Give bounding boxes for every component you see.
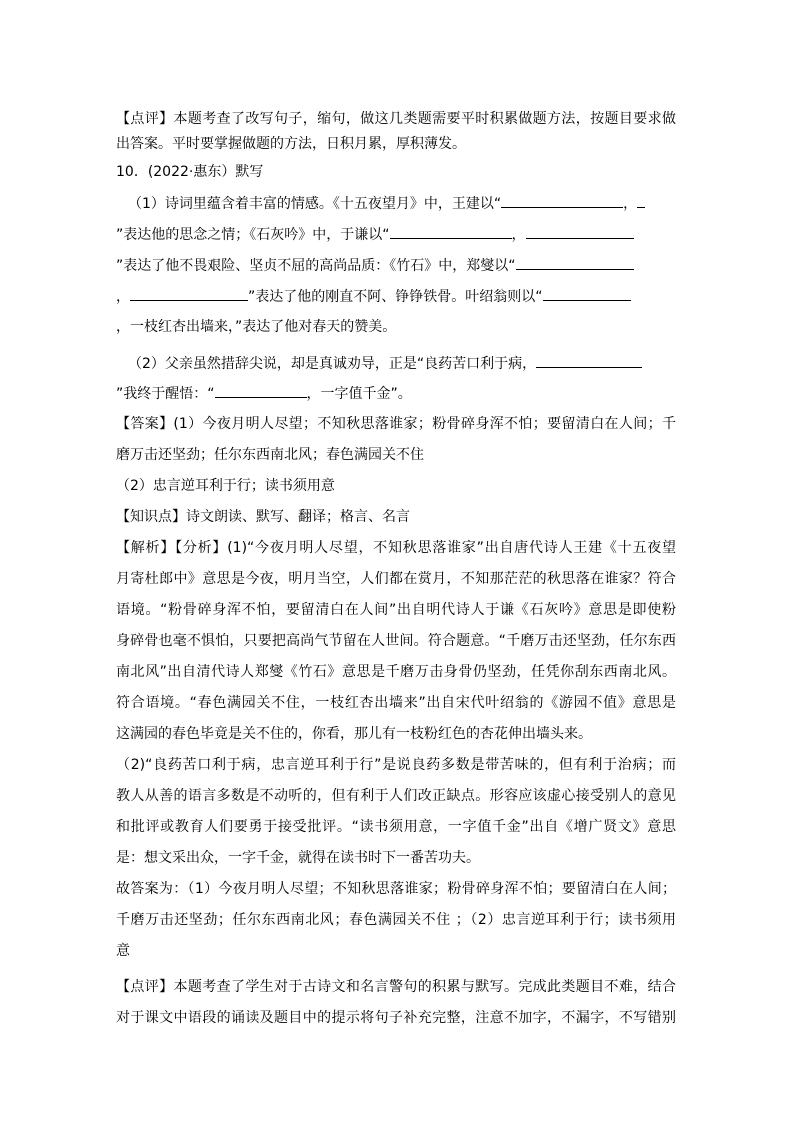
text: ”我终于醒悟：“ [116,386,215,402]
question-part-1-line [116,286,676,306]
analysis-line: 符合语境。“春色满园关不住，一枝红杏出墙来”出自宋代叶绍翁的《游园不值》意思是 [116,695,676,711]
answer-blank [215,383,307,398]
answer-blank [501,193,623,208]
analysis-line: 【解析】【分析】(1)“今夜月明人尽望，不知秋思落谁家”出自唐代诗人王建《十五夜望 [116,540,676,556]
text: ，一字值千金”。 [306,386,412,402]
analysis-line: 和批评或教育人们要勇于接受批评。“读书须用意，一字值千金”出自《增广贤文》意思 [116,819,676,835]
analysis-line: 教人从善的语言多数是不动听的，但有利于人们改正缺点。形容应该虚心接受别人的意见 [116,788,676,804]
question-heading: 10．(2022·惠东）默写 [116,164,264,180]
text: ”表达他的思念之情；《石灰吟》中，于谦以“ [116,227,390,243]
text: （1）诗词里蕴含着丰富的情感。《十五夜望月》中，王建以“ [128,196,502,212]
text: ， [623,196,638,212]
text: ， [511,227,526,243]
answer-blank [536,353,642,368]
question-part-1-line [116,224,676,244]
text: （2）父亲虽然措辞尖说，却是真诚劝导，正是“良药苦口利于病， [128,356,537,372]
answer-blank [130,286,248,301]
analysis-line: 是：想文采出众，一字千金，就得在读书时下一番苦功夫。 [116,850,480,866]
question-part-1-line [116,255,676,275]
comment-paragraph-line: 出答案。平时要掌握做题的方法，日积月累，厚积薄发。 [116,136,466,152]
text: ”表达了他不畏艰险、坚贞不屈的高尚品质：《竹石》中，郑燮以“ [116,258,516,274]
final-answer-line: 故答案为：（1）今夜月明人尽望；不知秋思落谁家；粉骨碎身浑不怕；要留清白在人间； [116,881,676,897]
comment-paragraph-line: 【点评】本题考查了学生对于古诗文和名言警句的积累与默写。完成此类题目不难，结合 [116,979,676,995]
answer-line: 【答案】(1）今夜月明人尽望；不知秋思落谁家；粉骨碎身浑不怕；要留清白在人间；千 [116,416,676,432]
question-part-2-line [116,353,676,373]
question-part-1-line: ，一枝红杏出墙来，”表达了他对春天的赞美。 [116,319,397,335]
answer-line: 磨万击还坚劲；任尔东西南北风；春色满园关不住 [116,447,424,463]
answer-blank [526,224,634,239]
analysis-line: 南北风”出自清代诗人郑燮《竹石》意思是千磨万击身骨仍坚劲，任凭你刮东西南北风。 [116,664,676,680]
final-answer-line: 千磨万击还坚劲；任尔东西南北风；春色满园关不住 ；（2）忠言逆耳利于行；读书须用 [116,912,676,928]
analysis-line: 身碎骨也毫不惧怕，只要把高尚气节留在人世间。符合题意。“千磨万击还坚劲，任尔东西 [116,633,676,649]
knowledge-point-line: 【知识点】诗文朗读、默写、翻译；格言、名言 [116,509,410,525]
analysis-line: 月寄杜郎中》意思是今夜，明月当空，人们都在赏月，不知那茫茫的秋思落在谁家？符合 [116,571,676,587]
text: ， [116,289,130,305]
analysis-line: 这满园的春色毕竟是关不住的，你看，那儿有一枝粉红色的杏花伸出墙头来。 [116,726,592,742]
answer-blank [543,286,631,301]
text: ”表达了他的刚直不阿、铮铮铁骨。叶绍翁则以“ [248,289,543,305]
comment-paragraph-line: 对于课文中语段的诵读及题目中的提示将句子补充完整，注意不加字，不漏字，不写错别 [116,1010,676,1026]
question-part-2-line [116,383,676,403]
answer-blank [637,193,645,208]
answer-blank [390,224,512,239]
analysis-line: （2)“良药苦口利于病，忠言逆耳利于行”是说良药多数是带苦味的，但有利于治病；而 [116,757,676,773]
analysis-line: 语境。“粉骨碎身浑不怕，要留清白在人间”出自明代诗人于谦《石灰吟》意思是即使粉 [116,602,676,618]
answer-blank [516,255,634,270]
answer-line: （2）忠言逆耳利于行；读书须用意 [116,478,335,494]
final-answer-line: 意 [116,943,130,959]
question-part-1-line [116,193,676,213]
comment-paragraph-line: 【点评】本题考查了改写句子，缩句，做这几类题需要平时积累做题方法，按题目要求做 [116,111,676,127]
